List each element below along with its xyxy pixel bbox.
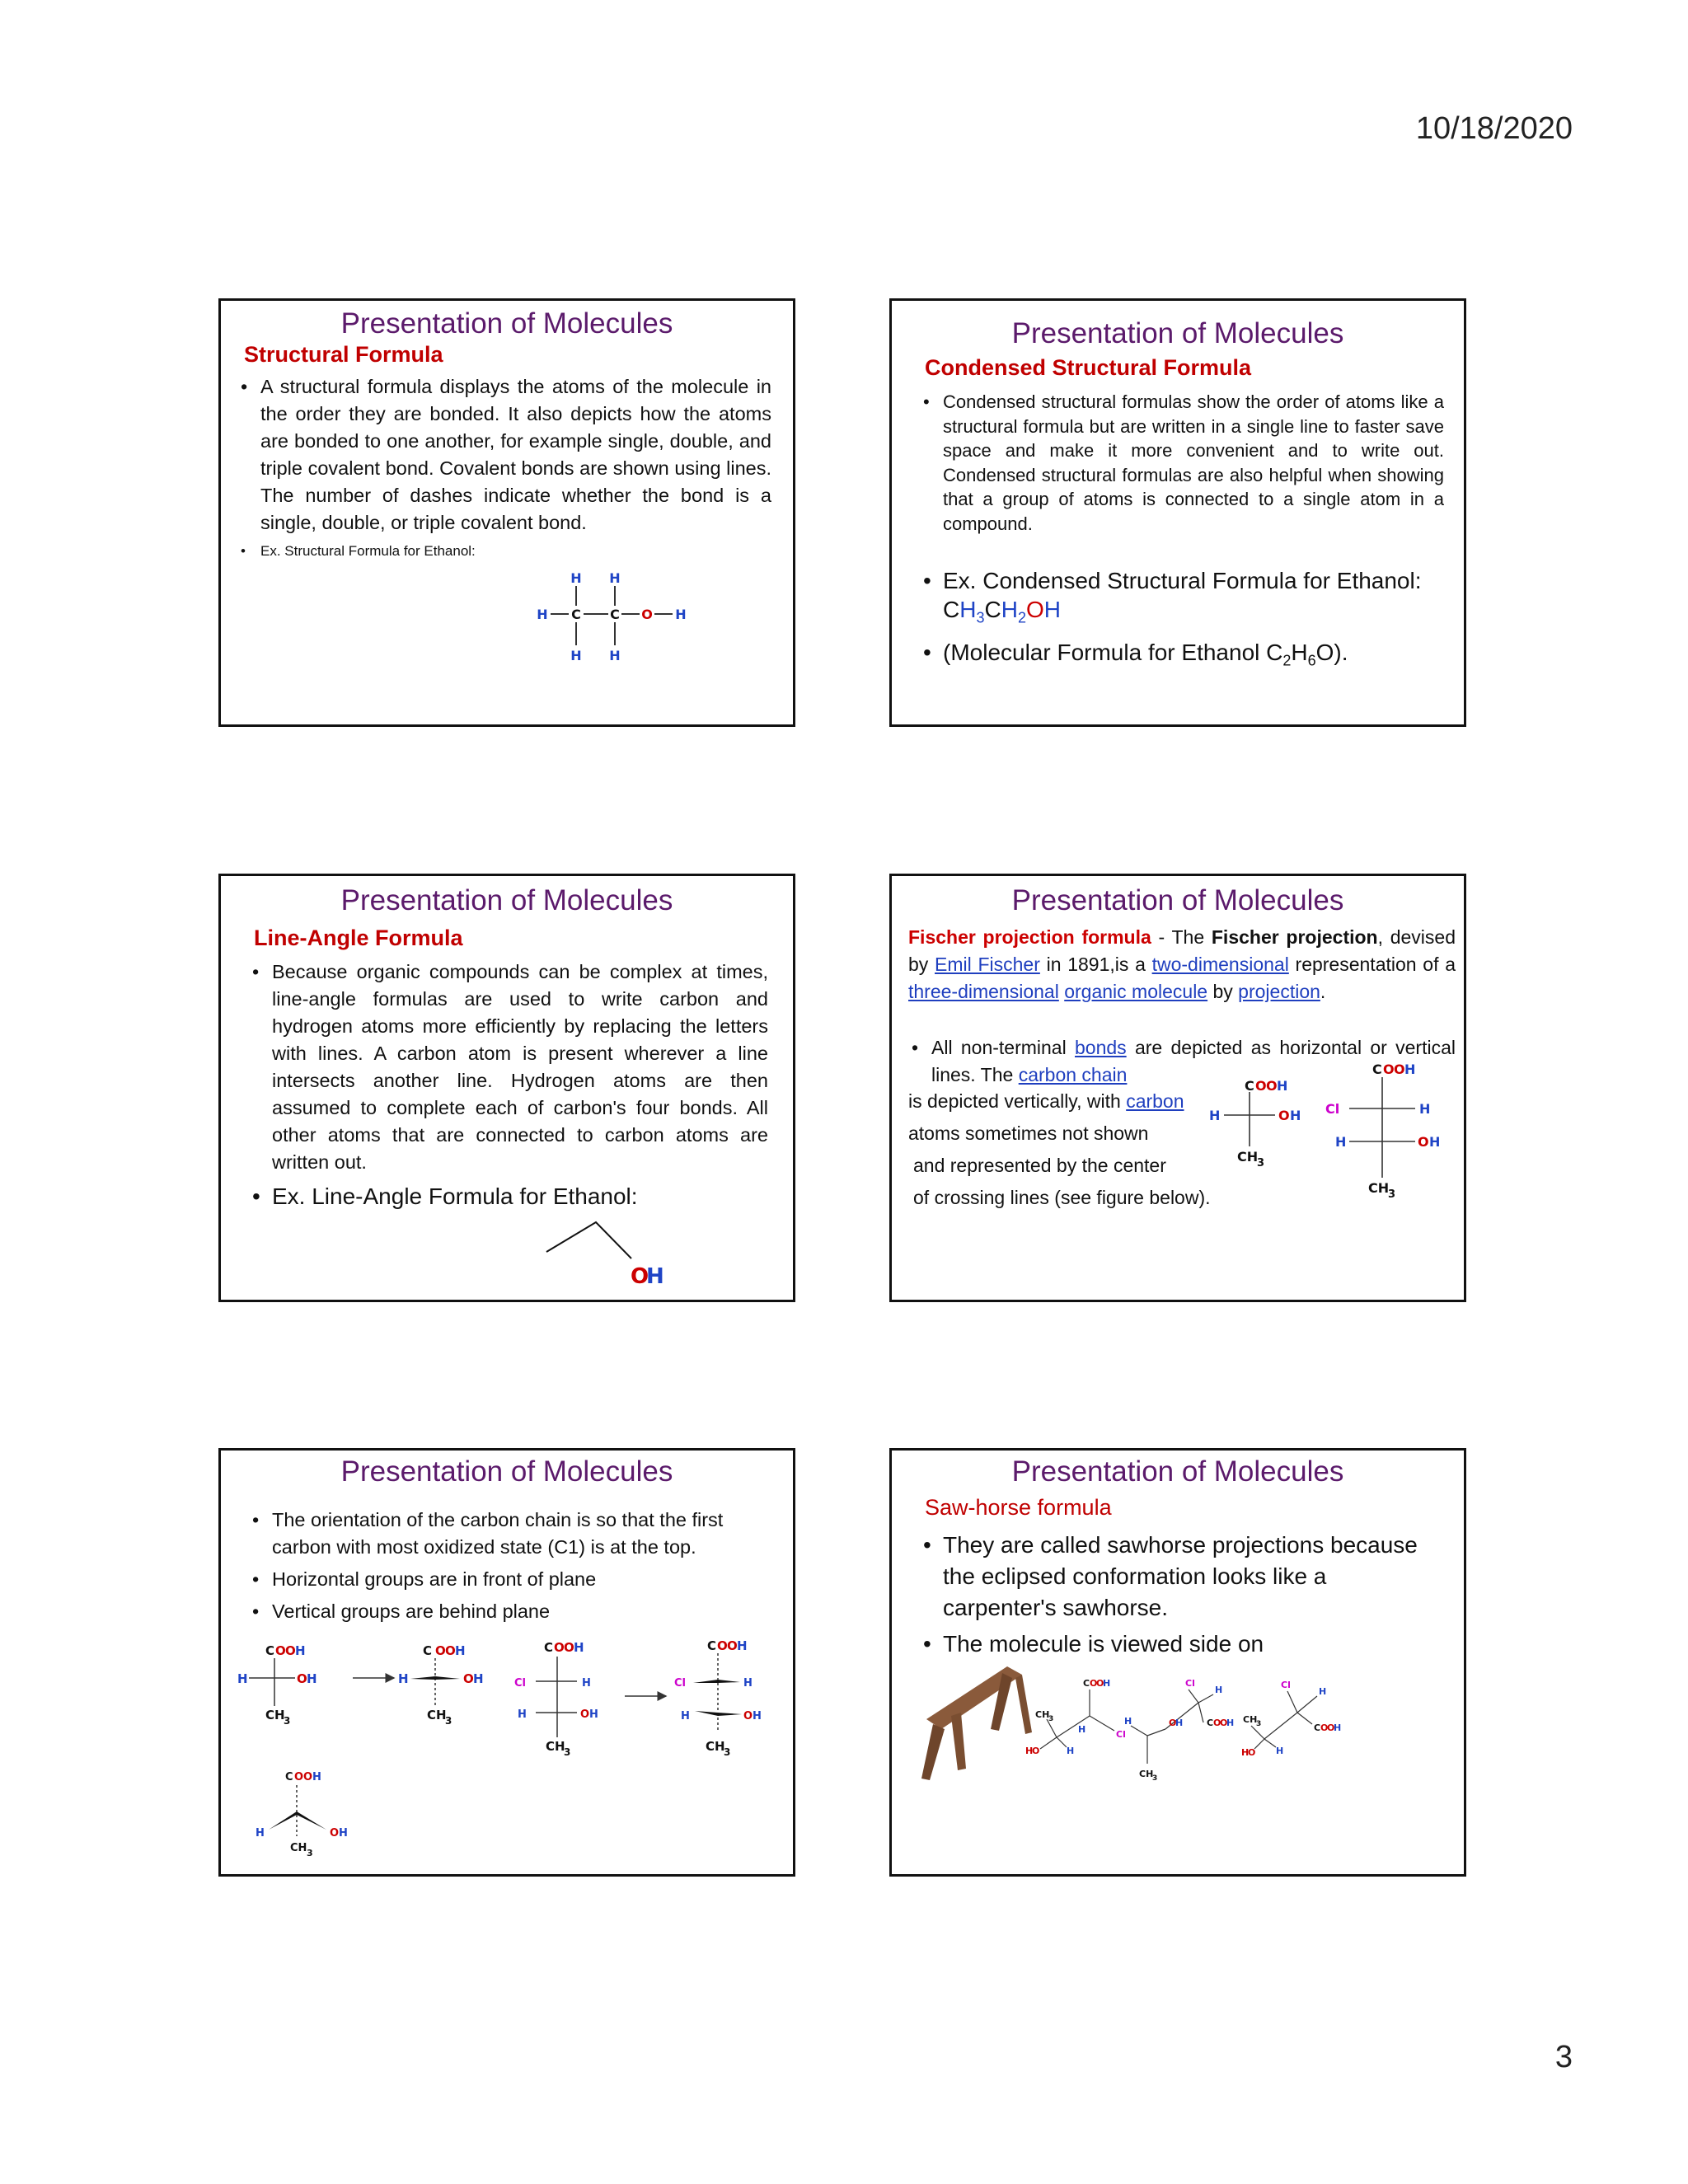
svg-text:3: 3	[1257, 1157, 1265, 1169]
ethanol-line-angle-diagram	[542, 1204, 674, 1286]
svg-text:Cl: Cl	[514, 1677, 526, 1690]
svg-text:CH: CH	[265, 1708, 285, 1722]
svg-text:H: H	[1226, 1718, 1235, 1728]
svg-text:3: 3	[1256, 1720, 1262, 1728]
link-three-dimensional[interactable]: three-dimensional	[908, 981, 1059, 1002]
slide-body	[237, 373, 771, 563]
slide-title: Presentation of Molecules	[1011, 317, 1344, 349]
svg-text:3: 3	[445, 1715, 452, 1727]
svg-text:O: O	[1090, 1678, 1098, 1689]
slide-title: Presentation of Molecules	[1011, 884, 1344, 916]
svg-text:C: C	[285, 1771, 293, 1783]
slide-subtitle: Line-Angle Formula	[254, 926, 463, 950]
svg-text:O: O	[297, 1671, 307, 1686]
svg-text:H: H	[1290, 1108, 1301, 1123]
svg-text:O: O	[330, 1827, 340, 1840]
text-line: is depicted vertically, with carbon	[908, 1090, 1184, 1112]
slide-subtitle: Saw-horse formula	[925, 1495, 1112, 1520]
svg-text:H: H	[574, 1640, 584, 1655]
sawhorse-picture	[917, 1663, 1032, 1787]
svg-text:H: H	[589, 1708, 598, 1721]
svg-text:H: H	[737, 1640, 748, 1653]
svg-text:C: C	[1207, 1718, 1214, 1728]
slide-structural-formula	[218, 298, 795, 727]
svg-text:C: C	[544, 1640, 554, 1655]
slide-body	[249, 1507, 768, 1625]
svg-text:O: O	[1096, 1678, 1104, 1689]
svg-text:H: H	[312, 1771, 321, 1783]
svg-text:H: H	[743, 1677, 753, 1690]
atom-label: O	[641, 607, 653, 622]
svg-text:CH: CH	[1035, 1709, 1050, 1720]
svg-text:H: H	[1103, 1678, 1111, 1689]
bullet-item: • The orientation of the carbon chain is so that the first carbon with most oxidized state (C1) is at the top.	[249, 1507, 768, 1561]
svg-text:O: O	[1383, 1062, 1395, 1077]
svg-text:O: O	[564, 1640, 574, 1655]
svg-text:H: H	[307, 1671, 317, 1686]
bullet-item: • (Molecular Formula for Ethanol $C_2H_6O$).	[920, 638, 1444, 676]
svg-text:H: H	[295, 1643, 306, 1658]
atom-label: H	[537, 607, 548, 622]
svg-text:C: C	[1083, 1678, 1090, 1689]
fischer-description	[908, 1085, 1254, 1214]
svg-text:O: O	[1278, 1108, 1290, 1123]
slide-subtitle: Structural Formula	[244, 342, 443, 367]
svg-text:O: O	[554, 1640, 565, 1655]
bullet-item: • They are called sawhorse projections because the eclipsed conformation looks like a carpenter's sawhorse.	[920, 1530, 1439, 1624]
slide-body	[249, 958, 768, 1212]
fischer-intro: Fischer projection formula - The Fischer projection, devised by Emil Fischer in 1891,is a two-dimensional representation of a three-dimensional organic molecule by projection.	[908, 926, 1456, 1002]
svg-text:O: O	[1032, 1746, 1040, 1756]
svg-text:CH: CH	[1368, 1180, 1390, 1196]
svg-text:O: O	[275, 1643, 286, 1658]
svg-text:C: C	[1314, 1722, 1321, 1733]
svg-text:H: H	[1215, 1685, 1223, 1695]
atom-label: H	[609, 648, 621, 663]
svg-text:H: H	[1276, 1746, 1284, 1756]
slide-title: Presentation of Molecules	[340, 1455, 673, 1488]
fischer-projection-diagram-small	[1209, 1074, 1320, 1173]
link-bonds[interactable]: bonds	[1075, 1037, 1127, 1058]
slide-title: Presentation of Molecules	[340, 307, 673, 340]
svg-text:H: H	[1334, 1722, 1342, 1733]
svg-text:3: 3	[284, 1715, 291, 1727]
svg-text:O: O	[580, 1708, 590, 1721]
svg-text:O: O	[445, 1643, 456, 1658]
atom-label: H	[570, 571, 582, 586]
fischer-conversion-diagram	[237, 1640, 781, 1871]
svg-text:C: C	[707, 1640, 717, 1653]
svg-text:H: H	[1067, 1746, 1075, 1756]
svg-text:CH: CH	[1243, 1714, 1258, 1725]
svg-text:O: O	[1418, 1134, 1429, 1150]
bullet-item: • Condensed structural formulas show the order of atoms like a structural formula but are written in a single line to faster save space and make it more convenient and to write out. Condensed structural formulas are also helpful when showing that a group of atoms is connected to a single atom in a compound.	[920, 390, 1444, 536]
svg-text:O: O	[1320, 1722, 1329, 1733]
link-carbon[interactable]: carbon	[1126, 1090, 1184, 1112]
svg-text:H: H	[1025, 1746, 1034, 1756]
link-emil-fischer[interactable]: Emil Fischer	[935, 954, 1040, 975]
svg-text:CH: CH	[546, 1739, 565, 1754]
svg-text:Cl: Cl	[1185, 1678, 1195, 1689]
svg-text:3: 3	[307, 1848, 313, 1858]
condensed-formula: $CH_3CH_2OH$	[943, 597, 1061, 626]
svg-text:H: H	[582, 1677, 591, 1690]
svg-text:H: H	[1175, 1718, 1184, 1728]
svg-text:H: H	[339, 1827, 348, 1840]
svg-text:C: C	[265, 1643, 275, 1658]
svg-text:O: O	[463, 1671, 474, 1686]
bullet-item: • Ex. Line-Angle Formula for Ethanol:	[249, 1181, 768, 1212]
bullet-item: • Because organic compounds can be complex at times, line-angle formulas are used to write carbon and hydrogen atoms more efficiently by replacing the letters with lines. A carbon atom is present wherever a line intersects another line. Hydrogen atoms are then assumed to complete each of carbon's four bonds. All other atoms that are connected to carbon atoms are written out.	[249, 958, 768, 1176]
svg-text:H: H	[1319, 1686, 1327, 1697]
svg-text:3: 3	[1152, 1774, 1158, 1783]
svg-text:H: H	[1419, 1101, 1431, 1117]
text-line: and represented by the center	[913, 1155, 1166, 1176]
svg-text:Cl: Cl	[1325, 1101, 1340, 1117]
svg-text:H: H	[256, 1827, 265, 1840]
atom-label: H	[675, 607, 687, 622]
svg-text:O: O	[727, 1640, 738, 1653]
svg-text:H: H	[1404, 1062, 1416, 1077]
svg-text:Cl: Cl	[1116, 1729, 1126, 1740]
bullet-item: • All non-terminal bonds are depicted as horizontal or vertical lines. The carbon chain	[908, 1034, 1456, 1089]
svg-text:H: H	[398, 1671, 409, 1686]
bullet-item: • Vertical groups are behind plane	[249, 1598, 768, 1625]
svg-text:O: O	[1169, 1718, 1177, 1728]
svg-text:H: H	[1241, 1747, 1250, 1758]
svg-text:H: H	[1429, 1134, 1441, 1150]
atom-label: C	[610, 607, 620, 622]
link-projection[interactable]: projection	[1238, 981, 1320, 1002]
svg-text:3: 3	[564, 1746, 571, 1758]
svg-text:H: H	[1209, 1108, 1221, 1123]
atom-label: C	[571, 607, 581, 622]
svg-text:CH: CH	[706, 1739, 725, 1754]
bullet-item: • A structural formula displays the atoms of the molecule in the order they are bonded. It also depicts how the atoms are bonded to one another, for example single, double, and triple covalent bond. Covalent bonds are shown using lines. The number of dashes indicate whether the bond is a single, double, or triple covalent bond.	[237, 373, 771, 537]
svg-text:CH: CH	[1139, 1769, 1154, 1779]
slide-chain-orientation	[218, 1448, 795, 1877]
header-date: 10/18/2020	[1415, 111, 1573, 146]
svg-text:3: 3	[1048, 1715, 1054, 1723]
svg-text:O: O	[1266, 1078, 1278, 1094]
sawhorse-diagrams	[1024, 1673, 1461, 1797]
atom-label: H	[570, 648, 582, 663]
svg-text:H: H	[646, 1264, 664, 1286]
slide-body	[920, 390, 1444, 536]
svg-text:H: H	[753, 1710, 762, 1722]
svg-text:O: O	[1248, 1747, 1256, 1758]
svg-text:O: O	[294, 1771, 304, 1783]
svg-text:C: C	[1245, 1078, 1254, 1094]
slide-title: Presentation of Molecules	[340, 884, 673, 916]
slide-subtitle: Condensed Structural Formula	[925, 355, 1252, 380]
svg-text:O: O	[1327, 1722, 1335, 1733]
svg-text:O: O	[435, 1643, 446, 1658]
svg-text:H: H	[1277, 1078, 1288, 1094]
svg-text:CH: CH	[1237, 1149, 1259, 1165]
link-organic-molecule[interactable]: organic molecule	[1064, 981, 1208, 1002]
svg-text:H: H	[473, 1671, 484, 1686]
slide-title: Presentation of Molecules	[1011, 1455, 1344, 1488]
svg-text:CH: CH	[427, 1708, 447, 1722]
slide-condensed-formula	[889, 298, 1466, 727]
link-carbon-chain[interactable]: carbon chain	[1018, 1064, 1128, 1085]
svg-text:H: H	[681, 1710, 690, 1722]
bullet-item: • Ex. Structural Formula for Ethanol:	[237, 540, 771, 563]
svg-text:O: O	[303, 1771, 313, 1783]
svg-text:Cl: Cl	[1281, 1680, 1291, 1690]
atom-label: H	[609, 571, 621, 586]
svg-text:H: H	[1124, 1716, 1132, 1727]
ethanol-structural-diagram	[534, 571, 715, 678]
svg-text:Cl: Cl	[674, 1677, 686, 1690]
bullet-item: • Ex. Condensed Structural Formula for Ethanol:	[920, 566, 1444, 595]
svg-text:O: O	[285, 1643, 296, 1658]
bullet-item: • The molecule is viewed side on	[920, 1629, 1439, 1660]
svg-text:3: 3	[1388, 1188, 1396, 1201]
slide-fischer-projection	[889, 874, 1466, 1302]
svg-text:C: C	[423, 1643, 433, 1658]
svg-text:H: H	[455, 1643, 466, 1658]
svg-text:H: H	[237, 1671, 248, 1686]
svg-text:C: C	[1372, 1062, 1382, 1077]
svg-text:O: O	[717, 1640, 728, 1653]
svg-text:O: O	[1213, 1718, 1221, 1728]
page-number: 3	[1554, 2040, 1573, 2074]
slide-body	[920, 1530, 1439, 1660]
svg-text:O: O	[1220, 1718, 1228, 1728]
svg-text:O: O	[1394, 1062, 1405, 1077]
bullet-item: • Horizontal groups are in front of plane	[249, 1566, 768, 1593]
svg-text:H: H	[518, 1708, 527, 1721]
svg-text:H: H	[1078, 1724, 1086, 1735]
slide-examples	[920, 566, 1444, 675]
svg-text:3: 3	[724, 1746, 731, 1758]
slide-sawhorse-formula	[889, 1448, 1466, 1877]
svg-text:CH: CH	[290, 1842, 307, 1854]
link-two-dimensional[interactable]: two-dimensional	[1151, 954, 1289, 975]
text-line: atoms sometimes not shown	[908, 1122, 1149, 1144]
slide-line-angle-formula	[218, 874, 795, 1302]
svg-text:H: H	[1335, 1134, 1347, 1150]
svg-text:O: O	[1255, 1078, 1267, 1094]
text-line: of crossing lines (see figure below).	[913, 1187, 1211, 1208]
svg-text:O: O	[743, 1710, 753, 1722]
fischer-projection-diagram-large	[1320, 1056, 1465, 1204]
svg-text:O: O	[631, 1264, 649, 1286]
